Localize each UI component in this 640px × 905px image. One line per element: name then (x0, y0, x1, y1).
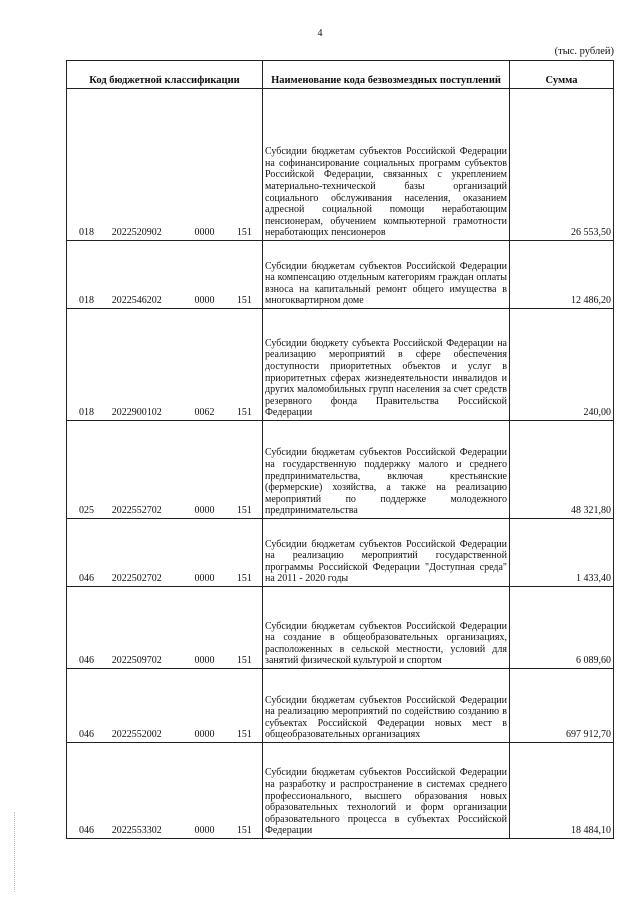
sum-cell: 18 484,10 (510, 743, 614, 839)
scan-margin-marks (14, 812, 16, 892)
code-cell (67, 587, 263, 669)
subtype-code: 0000 (194, 573, 215, 585)
sum-cell: 240,00 (510, 309, 614, 421)
economic-code: 151 (236, 825, 252, 837)
kbk-code: 2022502702 (111, 573, 162, 585)
code-cell (67, 519, 263, 587)
economic-code: 151 (236, 227, 252, 239)
kbk-code: 2022546202 (111, 295, 162, 307)
name-cell: Субсидии бюджетам субъектов Российской Федерации на государственную поддержку малого и среднего предпринимательства, включая крестьянские (фермерские) хозяйства, а также на реализацию мероприятий по поддержке молодежного предпринимательства (263, 421, 510, 519)
header-code: Код бюджетной классификации (67, 61, 263, 89)
sum-cell: 26 553,50 (510, 89, 614, 241)
admin-code: 046 (79, 729, 94, 741)
code-cell (67, 241, 263, 309)
kbk-code: 2022552002 (111, 729, 162, 741)
table-row (67, 241, 614, 309)
budget-revenue-table (66, 60, 614, 839)
table-row (67, 421, 614, 519)
kbk-code: 2022520902 (111, 227, 162, 239)
admin-code: 046 (79, 825, 94, 837)
economic-code: 151 (236, 573, 252, 585)
subtype-code: 0000 (194, 227, 215, 239)
code-cell (67, 743, 263, 839)
table-row (67, 519, 614, 587)
subtype-code: 0000 (194, 825, 215, 837)
admin-code: 018 (79, 407, 94, 419)
code-cell (67, 89, 263, 241)
subtype-code: 0062 (194, 407, 215, 419)
table-row (67, 89, 614, 241)
header-name: Наименование кода безвозмездных поступлений (263, 61, 510, 89)
code-cell (67, 309, 263, 421)
page-number: 4 (317, 28, 323, 39)
name-cell: Субсидии бюджетам субъектов Российской Федерации на разработку и распространение в системах среднего профессионального, высшего образования новых образовательных технологий и форм организации образовательного процесса в субъектах Российской Федерации (263, 743, 510, 839)
admin-code: 018 (79, 295, 94, 307)
sum-cell: 48 321,80 (510, 421, 614, 519)
subtype-code: 0000 (194, 505, 215, 517)
kbk-code: 2022900102 (111, 407, 162, 419)
economic-code: 151 (236, 295, 252, 307)
header-sum: Сумма (510, 61, 614, 89)
name-cell: Субсидии бюджетам субъектов Российской Федерации на реализацию мероприятий государственной программы Российской Федерации "Доступная среда" на 2011 - 2020 годы (263, 519, 510, 587)
name-cell: Субсидии бюджетам субъектов Российской Федерации на реализацию мероприятий по содействию созданию в субъектах Российской Федерации новых мест в общеобразовательных организациях (263, 669, 510, 743)
kbk-code: 2022552702 (111, 505, 162, 517)
name-cell: Субсидии бюджету субъекта Российской Федерации на реализацию мероприятий в сфере обеспечения доступности приоритетных объектов и услуг в приоритетных сферах жизнедеятельности инвалидов и других маломобильных групп населения за счет средств резервного фонда Правительства Российской Федерации (263, 309, 510, 421)
name-cell: Субсидии бюджетам субъектов Российской Федерации на софинансирование социальных программ субъектов Российской Федерации, связанных с укреплением материально-технической базы организаций социального обслуживания населения, оказанием адресной социальной помощи неработающим пенсионерам, обучением компьютерной грамотности неработающих пенсионеров (263, 89, 510, 241)
units-label: (тыс. рублей) (554, 46, 614, 57)
economic-code: 151 (236, 655, 252, 667)
subtype-code: 0000 (194, 729, 215, 741)
table-header-row (67, 61, 614, 89)
admin-code: 025 (79, 505, 94, 517)
admin-code: 046 (79, 655, 94, 667)
name-cell: Субсидии бюджетам субъектов Российской Федерации на компенсацию отдельным категориям граждан оплаты взноса на капитальный ремонт общего имущества в многоквартирном доме (263, 241, 510, 309)
table-row (67, 309, 614, 421)
kbk-code: 2022509702 (111, 655, 162, 667)
code-cell (67, 421, 263, 519)
economic-code: 151 (236, 729, 252, 741)
code-cell (67, 669, 263, 743)
table-row (67, 669, 614, 743)
subtype-code: 0000 (194, 295, 215, 307)
admin-code: 046 (79, 573, 94, 585)
subtype-code: 0000 (194, 655, 215, 667)
sum-cell: 1 433,40 (510, 519, 614, 587)
sum-cell: 12 486,20 (510, 241, 614, 309)
economic-code: 151 (236, 407, 252, 419)
kbk-code: 2022553302 (111, 825, 162, 837)
admin-code: 018 (79, 227, 94, 239)
sum-cell: 697 912,70 (510, 669, 614, 743)
name-cell: Субсидии бюджетам субъектов Российской Федерации на создание в общеобразовательных организациях, расположенных в сельской местности, условий для занятий физической культурой и спортом (263, 587, 510, 669)
sum-cell: 6 089,60 (510, 587, 614, 669)
economic-code: 151 (236, 505, 252, 517)
table-row (67, 587, 614, 669)
table-row (67, 743, 614, 839)
